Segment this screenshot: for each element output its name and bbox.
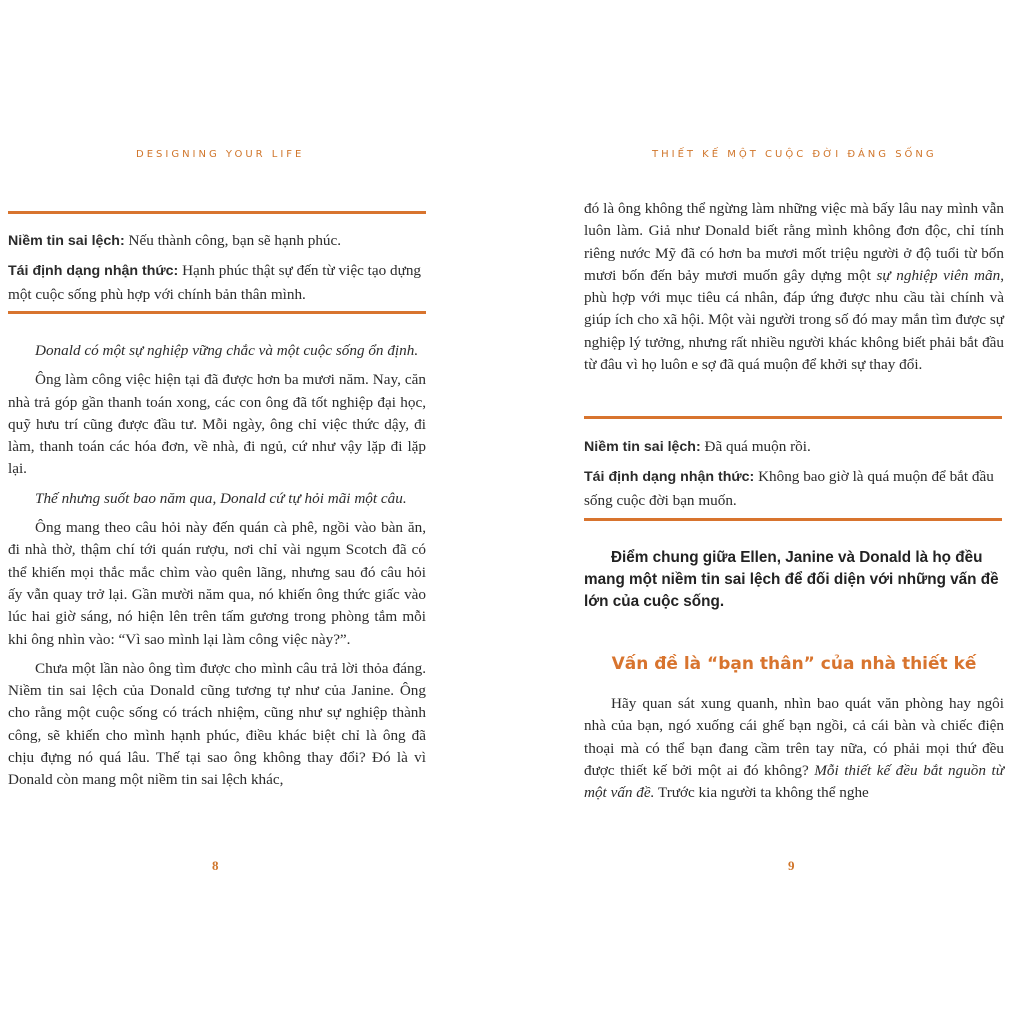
body-text-left: [8, 340, 426, 799]
box-top-rule: [584, 416, 1002, 419]
body-text-right-top: [584, 198, 1004, 383]
box-bottom-rule: [8, 311, 426, 314]
belief-box: [8, 229, 426, 312]
dysfunctional-belief: Niềm tin sai lệch: Nếu thành công, bạn sẽ hạnh phúc.: [8, 232, 342, 249]
page-number-right: 9: [788, 858, 795, 873]
box-bottom-rule: [584, 518, 1002, 521]
right-page: [512, 0, 1024, 1024]
running-head-right: THIẾT KẾ MỘT CUỘC ĐỜI ĐÁNG SỐNG: [652, 149, 937, 160]
body-text-right-bottom: [584, 693, 1004, 811]
paragraph: Donald có một sự nghiệp vững chắc và một cuộc sống ổn định.: [35, 342, 419, 359]
belief-box: [584, 435, 1004, 518]
paragraph: đó là ông không thể ngừng làm những việc mà bấy lâu nay mình vẫn luôn làm. Giả như Donald biết rằng mình không đơn độc, chỉ tính riêng nước Mỹ đã có hơn ba mươi mốt triệu người ở độ tuổi từ bốn mươi bốn đến bảy mươi muốn gây dựng một sự nghiệp viên mãn, phù hợp với mục tiêu cá nhân, đáp ứng được nhu cầu tài chính và giúp ích cho xã hội. Một vài người trong số đó may mắn tìm được sự nghiệp lý tưởng, nhưng rất nhiều người khác không biết phải bắt đầu từ đâu vì họ luôn e sợ đã quá muộn để khởi sự thay đổi.: [584, 200, 1004, 374]
paragraph: Thế nhưng suốt bao năm qua, Donald cứ tự hỏi mãi một câu.: [35, 489, 407, 507]
page-number-left: 8: [212, 858, 219, 873]
reframe: Tái định dạng nhận thức: Không bao giờ là quá muộn để bắt đầu sống cuộc đời bạn muốn.: [584, 468, 994, 509]
section-heading: Vấn đề là “bạn thân” của nhà thiết kế: [611, 654, 977, 674]
reframe: Tái định dạng nhận thức: Hạnh phúc thật sự đến từ việc tạo dựng một cuộc sống phù hợp với chính bản thân mình.: [8, 262, 422, 303]
paragraph: Chưa một lần nào ông tìm được cho mình câu trả lời thỏa đáng. Niềm tin sai lệch của Donald cũng tương tự như của Janine. Ông cho rằng một cuộc sống có trách nhiệm, cũng như sự nghiệp thành công, sẽ khiến cho mình hạnh phúc, điều khác biệt chỉ là ông đã chịu đựng nó quá lâu. Thế tại sao ông không thay đổi? Đó là vì Donald còn mang một niềm tin sai lệch khác,: [8, 659, 426, 789]
running-head-left: DESIGNING YOUR LIFE: [136, 149, 305, 160]
paragraph: Ông mang theo câu hỏi này đến quán cà phê, ngồi vào bàn ăn, đi nhà thờ, thậm chí tới quán rượu, nơi chỉ vài ngụm Scotch đã có thể khiến mọi thắc mắc chìm vào quên lãng, nhưng sau đó câu hỏi ấy vẫn quay trở lại. Gần mười năm qua, nó khiến ông thức giấc vào lúc hai giờ sáng, nó hiện lên trên tấm gương trong phòng tắm mỗi khi ông nhìn vào: “Vì sao mình lại làm công việc này?”.: [8, 519, 426, 648]
paragraph: Hãy quan sát xung quanh, nhìn bao quát văn phòng hay ngôi nhà của bạn, ngó xuống cái ghế bạn ngồi, cả cái bàn và chiếc điện thoại mà có thể bạn đang cầm trên tay nữa, có phải mọi thứ đều được thiết kế bởi một ai đó không? Mỗi thiết kế đều bắt nguồn từ một vấn đề. Trước kia người ta không thể nghe: [584, 695, 1004, 802]
dysfunctional-belief: Niềm tin sai lệch: Đã quá muộn rồi.: [584, 438, 811, 455]
pull-statement: Điểm chung giữa Ellen, Janine và Donald là họ đều mang một niềm tin sai lệch để đối diện với những vấn đề lớn của cuộc sống.: [584, 549, 999, 610]
paragraph: Ông làm công việc hiện tại đã được hơn ba mươi năm. Nay, căn nhà trả góp gần thanh toán xong, các con ông đã tốt nghiệp đại học, quỹ hưu trí cũng được đầu tư. Mỗi ngày, ông chỉ việc thức dậy, đi làm, thanh toán các hóa đơn, về nhà, đi ngủ, cứ như vậy lặp đi lặp lại.: [8, 371, 426, 478]
box-top-rule: [8, 211, 426, 214]
